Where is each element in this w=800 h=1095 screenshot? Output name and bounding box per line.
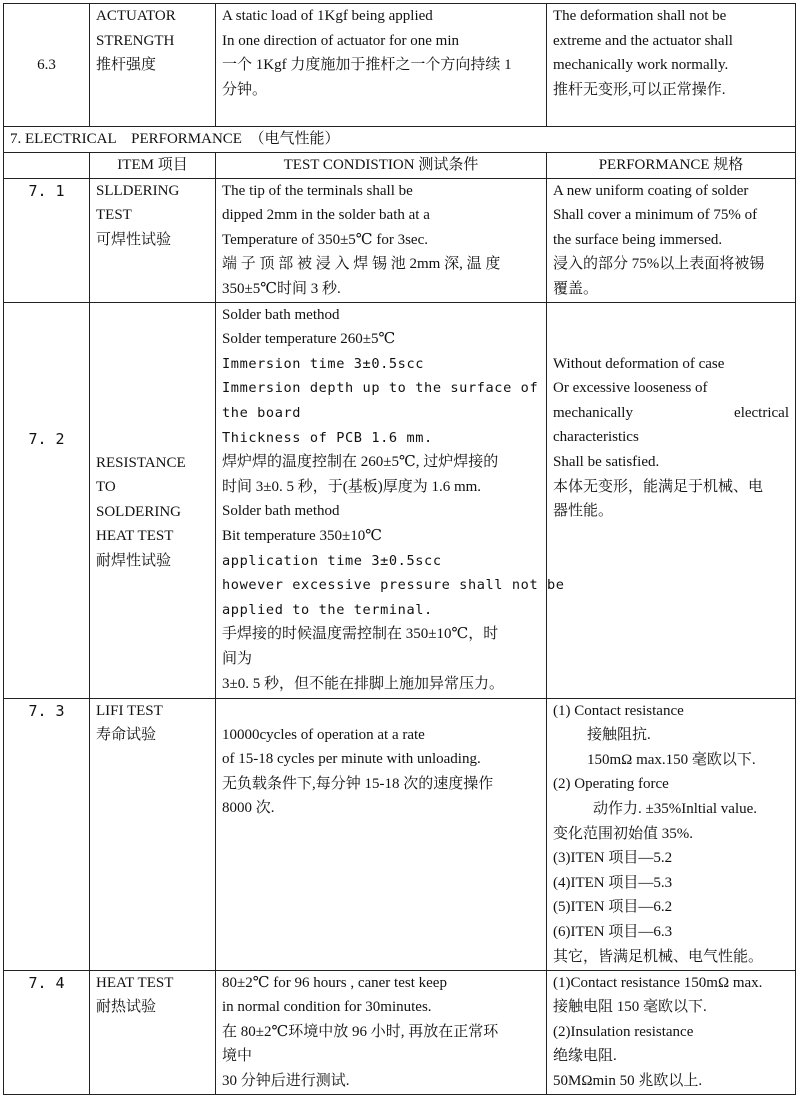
text-line: 80±2℃ for 96 hours , caner test keep [222, 974, 447, 991]
text-line: 在 80±2℃环境中放 96 小时, 再放在正常环 [222, 1023, 499, 1040]
text-line: Solder bath method [222, 306, 340, 323]
text-line: 手焊接的时候温度需控制在 350±10℃，时 [222, 626, 499, 643]
text-line: the board [222, 404, 302, 421]
text-line: Immersion time 3±0.5scc [222, 355, 425, 372]
text-line: Temperature of 350±5℃ for 3sec. [222, 231, 428, 248]
text-line: the surface being immersed. [553, 231, 723, 248]
item-name-cell [90, 4, 216, 127]
text-line: (1)Contact resistance 150mΩ max. [553, 974, 763, 991]
text-line: 分钟。 [222, 81, 268, 98]
text-line: extreme and the actuator shall [553, 32, 733, 49]
text-line: Immersion depth up to the surface of [222, 380, 539, 397]
section-title [4, 127, 796, 153]
text-line: applied to the terminal. [222, 601, 433, 618]
text-line: Shall be satisfied. [553, 453, 660, 470]
text-line: HEAT TEST [96, 974, 174, 991]
text-line: Shall cover a minimum of 75% of [553, 207, 758, 224]
cell-text: 7. 1 [28, 181, 65, 200]
text-line: SLLDERING [96, 182, 180, 199]
text-line: 器性能。 [553, 503, 614, 520]
performance-cell [547, 970, 796, 1094]
text-line: 其它，皆满足机械、电气性能。 [553, 948, 764, 965]
text-line: Solder bath method [222, 503, 340, 520]
text-line: 耐焊性试验 [96, 552, 172, 569]
item-name-cell [90, 178, 216, 302]
item-number [4, 178, 90, 302]
text-line: 焊炉焊的温度控制在 260±5℃, 过炉焊接的 [222, 454, 499, 471]
text-line: 时间 3±0. 5 秒，于(基板)厚度为 1.6 mm. [222, 478, 482, 495]
header-test-condition [216, 153, 547, 179]
text-line: 可焊性试验 [96, 231, 172, 248]
text-line: 间为 [222, 650, 253, 667]
table-row-7-3 [4, 698, 796, 970]
text-line: 变化范围初始值 35%. [553, 825, 693, 842]
text-line: 3±0. 5 秒，但不能在排脚上施加异常压力。 [222, 675, 504, 692]
text-line: 动作力. ±35%Inltial value. [593, 800, 758, 817]
text-line: (3)ITEN 项目—5.2 [553, 850, 673, 867]
text-line: 耐热试验 [96, 999, 157, 1016]
text-line: 绝缘电阻. [553, 1048, 617, 1065]
text-line: mechanically electrical [553, 404, 789, 421]
text-line: 一个 1Kgf 力度施加于推杆之一个方向持续 1 [222, 57, 512, 74]
cell-text: 7. ELECTRICAL PERFORMANCE （电气性能） [10, 131, 340, 147]
item-name-cell [90, 970, 216, 1094]
item-name-cell [90, 302, 216, 698]
table-row-7-1 [4, 178, 796, 302]
text-line: application time 3±0.5scc [222, 552, 442, 569]
text-line: mechanically work normally. [553, 57, 729, 74]
text-line: Solder temperature 260±5℃ [222, 331, 396, 348]
text-line: 寿命试验 [96, 727, 157, 744]
text-line: 10000cycles of operation at a rate [222, 726, 425, 743]
item-number [4, 698, 90, 970]
test-condition-cell [216, 178, 547, 302]
text-line: 接触电阻 150 毫欧以下. [553, 999, 707, 1016]
table-row-7-2 [4, 302, 796, 698]
text-line: Or excessive looseness of [553, 380, 708, 397]
test-condition-cell [216, 698, 547, 970]
header-item [90, 153, 216, 179]
text-line: 50MΩmin 50 兆欧以上. [553, 1072, 703, 1089]
cell-text: ITEM 项目 [117, 157, 188, 173]
text-line: 推杆强度 [96, 57, 157, 74]
test-condition-cell [216, 970, 547, 1094]
text-line: LIFI TEST [96, 702, 163, 719]
text-line: The tip of the terminals shall be [222, 182, 413, 199]
cell-text: 7. 2 [28, 429, 65, 448]
header-performance [547, 153, 796, 179]
text-line: A new uniform coating of solder [553, 182, 749, 199]
text-line: A static load of 1Kgf being applied [222, 8, 433, 24]
text-line: 无负载条件下,每分钟 15-18 次的速度操作 [222, 775, 494, 792]
text-line: characteristics [553, 429, 639, 446]
text-line: 端 子 顶 部 被 浸 入 焊 锡 池 2mm 深, 温 度 [222, 256, 501, 273]
performance-cell [547, 178, 796, 302]
text-line: RESISTANCE [96, 454, 186, 471]
text-line: 境中 [222, 1048, 253, 1065]
item-name-cell [90, 698, 216, 970]
text-line: 150mΩ max.150 毫欧以下. [587, 751, 756, 768]
text-line: The deformation shall not be [553, 8, 727, 24]
text-line: Thickness of PCB 1.6 mm. [222, 429, 433, 446]
text-line: Without deformation of case [553, 355, 725, 372]
item-number [4, 970, 90, 1094]
cell-text: PERFORMANCE 规格 [598, 157, 744, 173]
section-title-row [4, 127, 796, 153]
table-header-row [4, 153, 796, 179]
text-line: 接触阻抗. [587, 727, 651, 744]
performance-cell [547, 4, 796, 127]
performance-cell [547, 302, 796, 698]
text-line: STRENGTH [96, 32, 175, 49]
cell-text: 6.3 [37, 56, 56, 73]
cell-text: 7. 4 [28, 973, 65, 992]
text-line: SOLDERING [96, 503, 181, 520]
text-line: 350±5℃时间 3 秒. [222, 280, 341, 297]
specification-table [3, 3, 796, 1095]
text-line: TEST [96, 207, 132, 224]
text-line: (1) Contact resistance [553, 702, 684, 719]
text-line: dipped 2mm in the solder bath at a [222, 207, 430, 224]
text-line: in normal condition for 30minutes. [222, 999, 432, 1016]
text-line: 浸入的部分 75%以上表面将被锡 [553, 256, 765, 273]
text-line: 覆盖。 [553, 280, 599, 297]
text-line: 本体无变形，能满足于机械、电 [553, 478, 764, 495]
cell-text: TEST CONDISTION 测试条件 [283, 157, 479, 173]
text-line: HEAT TEST [96, 528, 174, 545]
item-number [4, 302, 90, 698]
text-line: Bit temperature 350±10℃ [222, 527, 382, 544]
performance-cell [547, 698, 796, 970]
text-line: (2) Operating force [553, 776, 669, 793]
text-line: TO [96, 479, 116, 496]
table-row-6-3 [4, 4, 796, 127]
text-line: (5)ITEN 项目—6.2 [553, 899, 673, 916]
test-condition-cell [216, 4, 547, 127]
item-number [4, 4, 90, 127]
text-line: however excessive pressure shall not be [222, 577, 565, 594]
text-line: (2)Insulation resistance [553, 1023, 694, 1040]
spec-page [3, 3, 795, 1095]
text-line: 30 分钟后进行测试. [222, 1072, 350, 1089]
table-row-7-4 [4, 970, 796, 1094]
cell-text: 7. 3 [28, 701, 65, 720]
text-line: (4)ITEN 项目—5.3 [553, 874, 673, 891]
text-line: (6)ITEN 项目—6.3 [553, 923, 673, 940]
header-blank [4, 153, 90, 179]
text-line: of 15-18 cycles per minute with unloading. [222, 751, 481, 768]
text-line: 推杆无变形,可以正常操作. [553, 81, 726, 98]
text-line: ACTUATOR [96, 8, 176, 24]
test-condition-cell [216, 302, 565, 698]
text-line: 8000 次. [222, 800, 275, 817]
text-line: In one direction of actuator for one min [222, 32, 459, 49]
